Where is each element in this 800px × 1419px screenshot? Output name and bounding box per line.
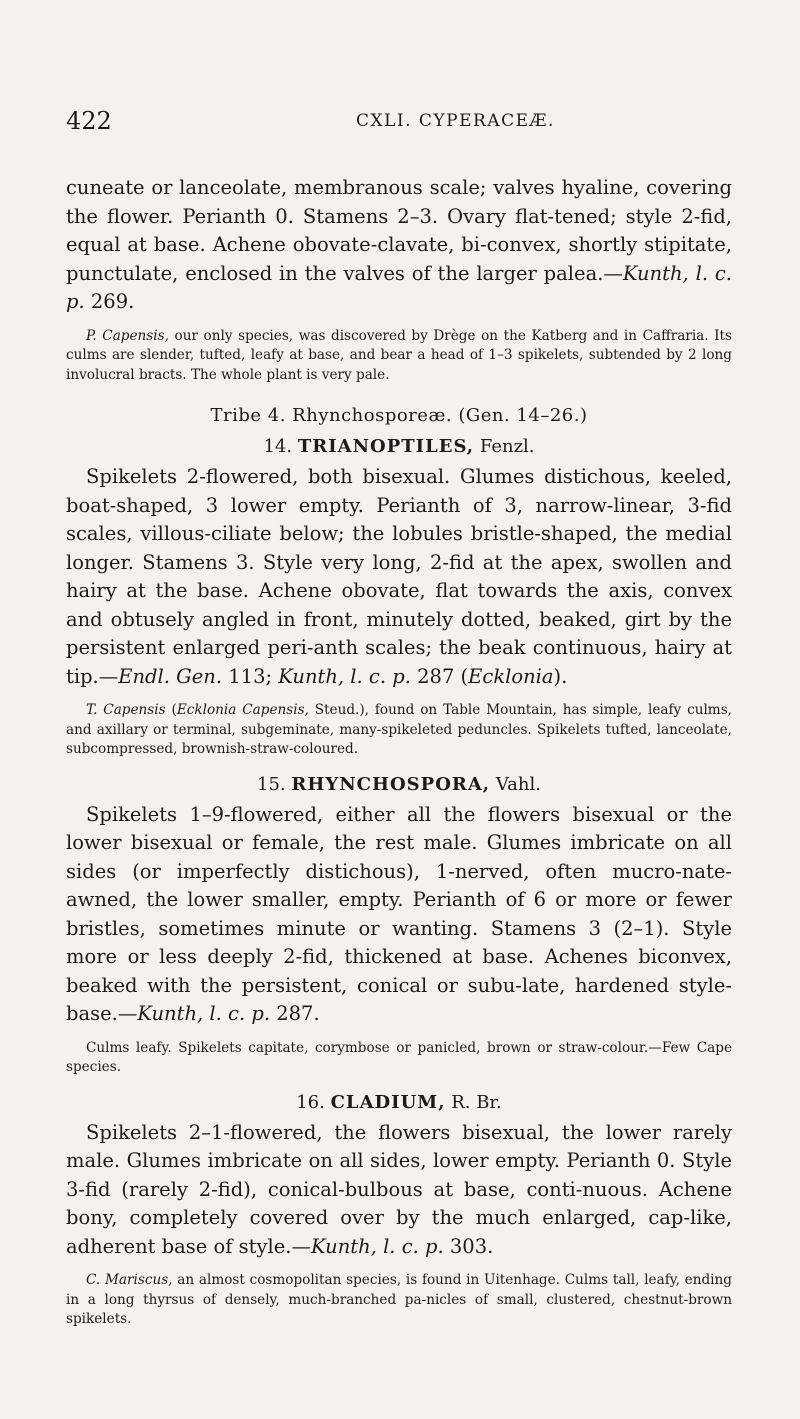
- genus-number: 15.: [257, 773, 286, 795]
- genus-heading-trianoptiles: [66, 436, 732, 457]
- intro-paragraph: [66, 174, 732, 317]
- page-number: 422: [66, 107, 112, 135]
- genus-species-note: [66, 1039, 732, 1078]
- synonym-open: (: [165, 702, 177, 718]
- reference-page: 113;: [222, 664, 279, 688]
- genus-author: R. Br.: [451, 1091, 502, 1113]
- intro-text: cuneate or lanceolate, membranous scale; valves hyaline, covering the flower. Perianth 0. Stamens 2–3. Ovary flat-tened; style 2-fid, equal at base. Achene obovate-clavate, bi-convex, shortly stipitate, punctulate, enclosed in the valves of the larger palea.—: [66, 176, 732, 285]
- genus-heading-cladium: [66, 1092, 732, 1113]
- reference: Kunth, l. c. p.: [278, 664, 411, 688]
- genus-author: Vahl.: [495, 773, 541, 795]
- intro-species-note: [66, 327, 732, 386]
- genus-name: TRIANOPTILES,: [297, 436, 475, 457]
- species-text: our only species, was discovered by Drège on the Katberg and in Caffraria. Its culms are slender, tufted, leafy at base, and bear a head of 1–3 spikelets, subtended by 2 long involucral bracts. The whole plant is very pale.: [66, 327, 732, 383]
- running-head: [66, 107, 730, 137]
- species-name: P. Capensis,: [86, 327, 169, 344]
- genus-author: Fenzl.: [479, 436, 535, 457]
- reference: Kunth, l. c. p.: [137, 1002, 271, 1025]
- genus-name: CLADIUM,: [330, 1091, 446, 1113]
- species-text: Culms leafy. Spikelets capitate, corymbose or panicled, brown or straw-colour.—Few Cape species.: [66, 1039, 732, 1075]
- species-text: Steud.), found on Table Mountain, has simple, leafy culms, and axillary or terminal, subgeminate, many-spikeleted peduncles. Spikelets tufted, lanceolate, subcompressed, brownish-straw-coloured.: [66, 702, 732, 757]
- tribe-heading: [66, 405, 732, 426]
- tribe-label: Tribe 4.: [210, 405, 286, 426]
- species-name: C. Mariscus,: [86, 1272, 173, 1288]
- species-name: T. Capensis: [86, 702, 166, 718]
- species-text: an almost cosmopolitan species, is found in Uitenhage. Culms tall, leafy, ending in a long thyrsus of densely, much-branched pa-nicles of small, clustered, chestnut-brown spikelets.: [66, 1272, 732, 1327]
- genus-number: 16.: [296, 1091, 325, 1113]
- description-text: Spikelets 2-flowered, both bisexual. Glumes distichous, keeled, boat-shaped, 3 lower empty. Perianth of 3, narrow-linear, 3-fid scales, villous-ciliate below; the lobules bristle-shaped, the medial longer. Stamens 3. Style very long, 2-fid at the apex, swollen and hairy at the base. Achene obovate, flat towards the axis, convex and obtusely angled in front, minutely dotted, beaked, girt by the persistent enlarged peri-anth scales; the beak continuous, hairy at tip.—: [66, 465, 732, 688]
- genus-description: [66, 801, 732, 1029]
- genus-heading-rhynchospora: [66, 774, 732, 795]
- tribe-name: Rhynchosporeæ.: [292, 405, 453, 426]
- genus-name: RHYNCHOSPORA,: [291, 773, 491, 795]
- text-body: [66, 174, 732, 1330]
- intro-reference-page: 269.: [84, 290, 135, 313]
- genus-species-note: [66, 701, 732, 760]
- tribe-range: (Gen. 14–26.): [458, 405, 588, 426]
- description-text: Spikelets 2–1-flowered, the flowers bisexual, the lower rarely male. Glumes imbricate on all sides, lower empty. Perianth 0. Style 3-fid (rarely 2-fid), conical-bulbous at base, conti-nuous. Achene bony, completely covered over by the much enlarged, cap-like, adherent base of style.—: [66, 1120, 732, 1258]
- reference-close: ).: [553, 664, 568, 688]
- genus-description: [66, 1119, 732, 1262]
- genus-description: [66, 463, 732, 691]
- reference: Kunth, l. c. p.: [311, 1234, 444, 1258]
- genus-number: 14.: [263, 436, 293, 457]
- reference: Endl. Gen.: [118, 664, 223, 688]
- reference-synonym: Ecklonia: [468, 664, 554, 688]
- running-title: CXLI. CYPERACEÆ.: [356, 111, 555, 131]
- description-text: Spikelets 1–9-flowered, either all the flowers bisexual or the lower bisexual or female, the rest male. Glumes imbricate on all sides (or imperfectly distichous), 1-nerved, often mucro-nate-awned, the lower smaller, empty. Perianth of 6 or more or fewer bristles, sometimes minute or wanting. Stamens 3 (2–1). Style more or less deeply 2-fid, thickened at base. Achenes biconvex, beaked with the persistent, conical or subu-late, hardened style-base.—: [66, 802, 732, 1025]
- reference-page: 287.: [270, 1002, 320, 1025]
- genus-species-note: [66, 1271, 732, 1330]
- reference-page: 287 (: [410, 664, 469, 688]
- species-synonym: Ecklonia Capensis,: [176, 702, 309, 718]
- intro-reference: Kunth, l. c. p.: [66, 261, 732, 313]
- reference-page: 303.: [443, 1234, 494, 1258]
